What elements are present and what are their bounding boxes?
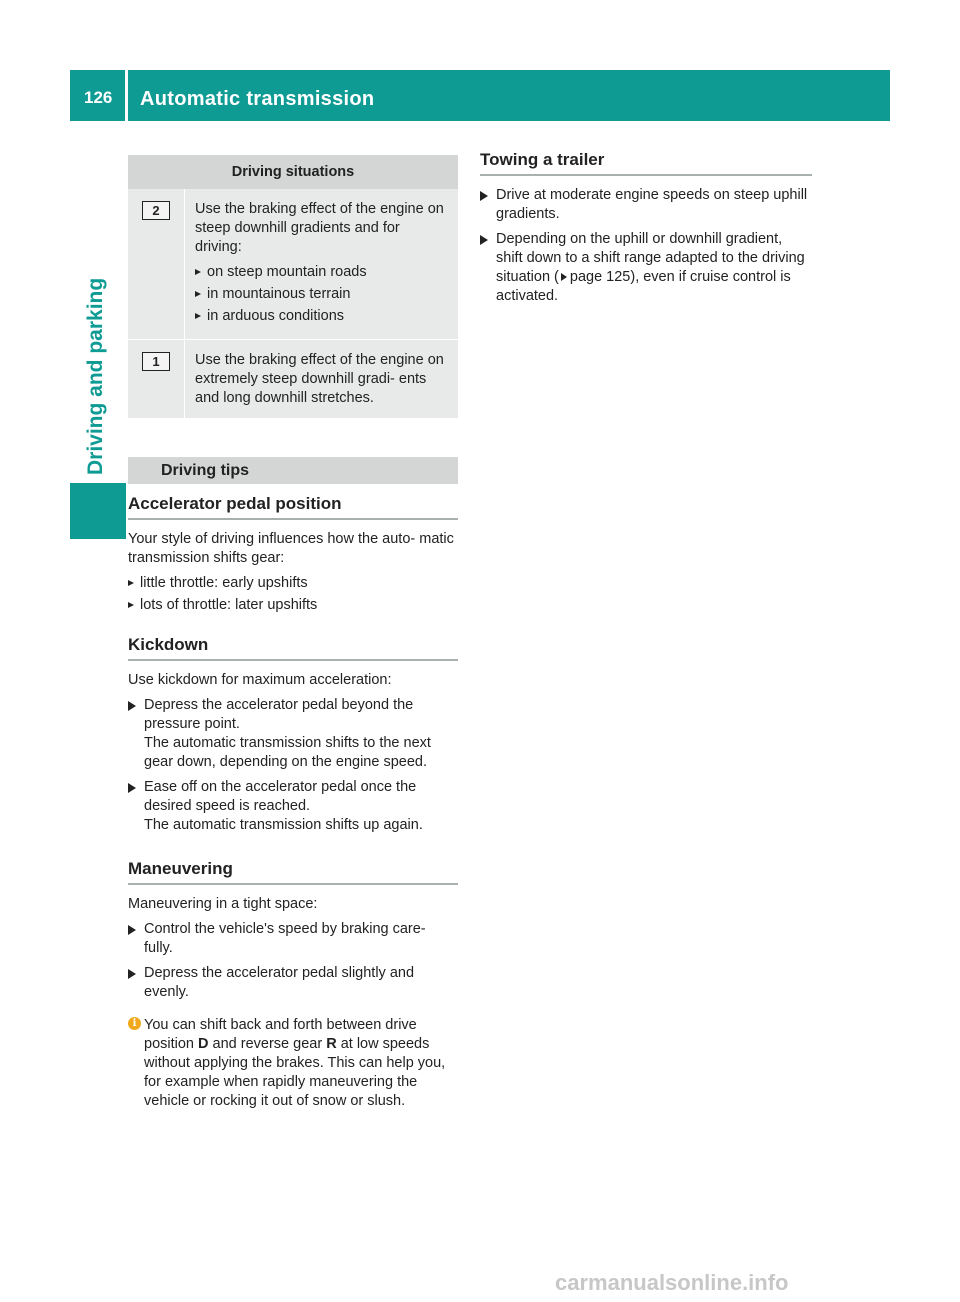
step-result: The automatic transmission shifts to the next gear down, depending on the engine speed.	[144, 735, 431, 770]
step-action: Control the vehicle's speed by braking care- fully.	[144, 921, 426, 956]
instruction-step	[480, 186, 812, 224]
list-item: little throttle: early upshifts	[128, 574, 458, 593]
left-column	[128, 155, 458, 1111]
instruction-step	[128, 778, 458, 835]
instruction-step	[128, 964, 458, 1002]
info-note: i You can shift back and forth between drive position D and reverse gear R at low speeds without applying the brakes. This can help you, for example when rapidly maneuvering the vehicle or rocking it out of snow or slush.	[128, 1016, 458, 1111]
maneuvering-heading: Maneuvering	[128, 859, 458, 885]
step-arrow-icon	[128, 925, 136, 935]
list-item: in arduous conditions	[195, 307, 448, 326]
side-tab-marker	[70, 483, 126, 539]
towing-heading: Towing a trailer	[480, 150, 812, 176]
list-item: lots of throttle: later upshifts	[128, 596, 458, 615]
info-icon: i	[128, 1017, 141, 1030]
step-action: Drive at moderate engine speeds on steep uphill gradients.	[496, 187, 808, 222]
accelerator-intro: Your style of driving influences how the auto- matic transmission shifts gear:	[128, 531, 454, 566]
page-reference-link[interactable]: page 125	[569, 269, 631, 285]
step-action: Depress the accelerator pedal beyond the pressure point.	[144, 697, 414, 732]
step-arrow-icon	[128, 701, 136, 711]
side-tab-label: Driving and parking	[84, 277, 107, 475]
gear-1-key-icon: 1	[142, 352, 170, 371]
step-action: Ease off on the accelerator pedal once the desired speed is reached.	[144, 779, 417, 814]
bullet-list	[195, 263, 448, 326]
accelerator-bullets	[128, 574, 458, 615]
step-result: The automatic transmission shifts up again.	[144, 817, 423, 833]
right-column	[480, 150, 812, 312]
list-item: on steep mountain roads	[195, 263, 448, 282]
gear-r-label: R	[326, 1036, 337, 1052]
table-row	[128, 189, 458, 340]
page-reference-arrow-icon	[561, 273, 567, 281]
step-action: Depress the accelerator pedal slightly and evenly.	[144, 965, 415, 1000]
page-number: 126	[84, 88, 113, 107]
step-action: Depending on the uphill or downhill gradient, shift down to a shift range adapted to the driving situation ( page 125), even if cruise control is activated.	[496, 231, 805, 304]
instruction-step	[128, 920, 458, 958]
instruction-step	[128, 696, 458, 772]
instruction-step	[480, 230, 812, 306]
step-arrow-icon	[128, 969, 136, 979]
table-row	[128, 340, 458, 419]
step-arrow-icon	[128, 783, 136, 793]
kickdown-heading: Kickdown	[128, 635, 458, 661]
list-item: in mountainous terrain	[195, 285, 448, 304]
gear-d-label: D	[198, 1036, 209, 1052]
kickdown-intro: Use kickdown for maximum acceleration:	[128, 672, 392, 688]
watermark: carmanualsonline.info	[555, 1270, 789, 1295]
page-title: Automatic transmission	[140, 88, 375, 110]
header-divider	[125, 70, 128, 121]
driving-tips-bar: Driving tips	[128, 457, 458, 484]
driving-situations-table	[128, 155, 458, 418]
step-arrow-icon	[480, 191, 488, 201]
gear-2-key-icon: 2	[142, 201, 170, 220]
row-text: Use the braking effect of the engine on extremely steep downhill gradi- ents and long downhill stretches.	[195, 352, 444, 406]
maneuvering-intro: Maneuvering in a tight space:	[128, 896, 318, 912]
table-heading: Driving situations	[128, 155, 458, 189]
accelerator-heading: Accelerator pedal position	[128, 494, 458, 520]
step-arrow-icon	[480, 235, 488, 245]
row-text: Use the braking effect of the engine on steep downhill gradients and for driving:	[195, 201, 444, 255]
